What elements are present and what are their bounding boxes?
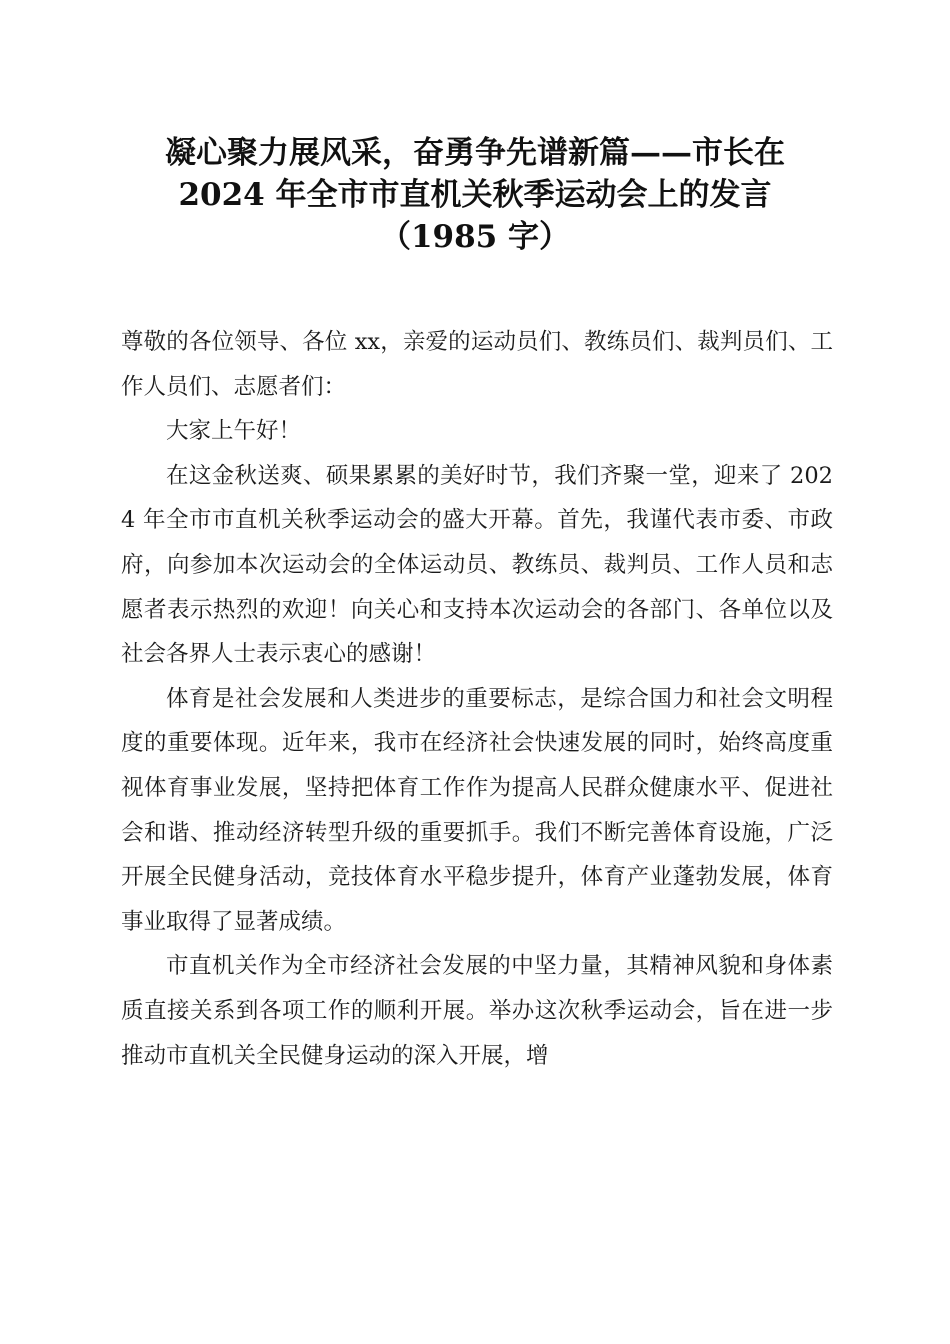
paragraph-sports-importance: 体育是社会发展和人类进步的重要标志，是综合国力和社会文明程度的重要体现。近年来，我市在经济社会快速发展的同时，始终高度重视体育事业发展，坚持把体育工作作为提高人民群众健康水平、促进社会和谐、推动经济转型升级的重要抓手。我们不断完善体育设施，广泛开展全民健身活动，竞技体育水平稳步提升，体育产业蓬勃发展，体育事业取得了显著成绩。 bbox=[121, 685, 833, 935]
document-title bbox=[110, 132, 840, 258]
paragraph-welcome: 在这金秋送爽、硕果累累的美好时节，我们齐聚一堂，迎来了 2024 年全市市直机关秋季运动会的盛大开幕。首先，我谨代表市委、市政府，向参加本次运动会的全体运动员、教练员、裁判员、工作人员和志愿者表示热烈的欢迎！向关心和支持本次运动会的各部门、各单位以及社会各界人士表示衷心的感谢！ bbox=[121, 462, 833, 668]
document-body bbox=[121, 320, 833, 1078]
paragraph-greeting: 大家上午好！ bbox=[166, 418, 302, 445]
paragraph-purpose: 市直机关作为全市经济社会发展的中坚力量，其精神风貌和身体素质直接关系到各项工作的顺利开展。举办这次秋季运动会，旨在进一步推动市直机关全民健身运动的深入开展，增 bbox=[121, 953, 833, 1069]
title-line-2: 2024 年全市市直机关秋季运动会上的发言 bbox=[178, 177, 772, 213]
title-line-1: 凝心聚力展风采，奋勇争先谱新篇——市长在 bbox=[165, 135, 785, 171]
salutation: 尊敬的各位领导、各位 xx，亲爱的运动员们、教练员们、裁判员们、工作人员们、志愿者们： bbox=[121, 329, 833, 400]
title-line-3: （1985 字） bbox=[379, 219, 571, 255]
